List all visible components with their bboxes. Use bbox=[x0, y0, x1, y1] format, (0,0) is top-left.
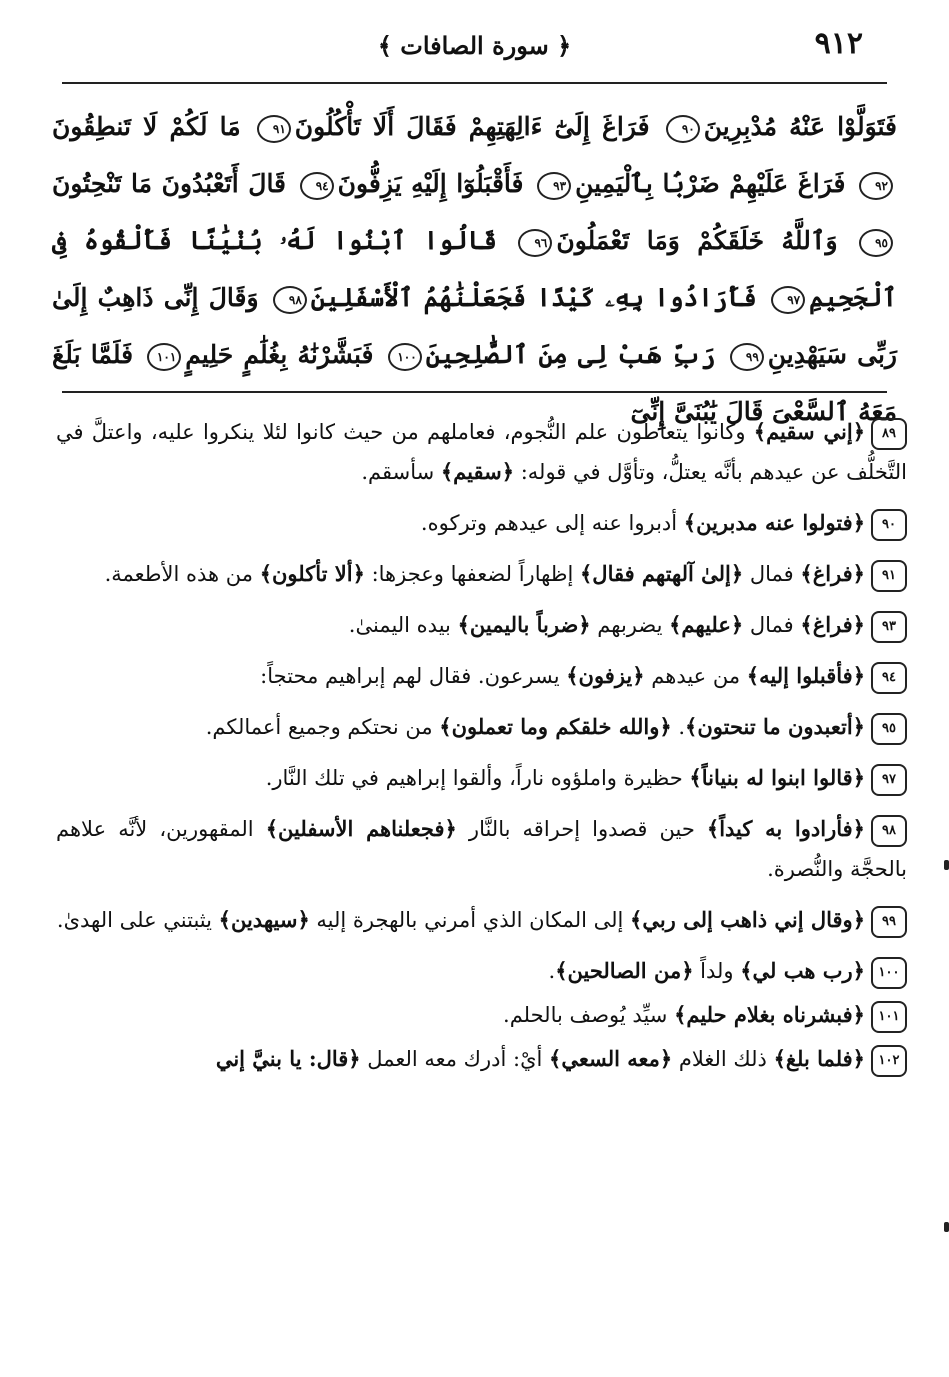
scan-mark bbox=[944, 1222, 949, 1232]
note-text: حين قصدوا إحراقه بالنَّار bbox=[456, 817, 707, 841]
note-text: من هذه الأطعمة. bbox=[104, 562, 260, 586]
ayah-text: وَٱللَّهُ خَلَقَكُمْ وَمَا تَعْمَلُونَ bbox=[556, 226, 838, 255]
quoted-verse: ﴿قال: يا بنيَّ إني bbox=[215, 1046, 361, 1071]
ayah-number-marker: ١٠٠ bbox=[388, 343, 422, 371]
verse-number-badge: ٩٥ bbox=[871, 713, 907, 745]
quoted-verse: ﴿رب هب لي﴾ bbox=[740, 958, 865, 983]
tafsir-note bbox=[56, 900, 907, 940]
ayah-text: فَرَاغَ إِلَىٰٓ ءَالِهَتِهِمْ فَقَالَ أَلَا تَأْكُلُونَ bbox=[294, 112, 650, 141]
verse-number-badge: ١٠١ bbox=[871, 1001, 907, 1033]
ayah-text: رَبِّ هَبْ لِى مِنَ ٱلصَّٰلِحِينَ bbox=[425, 340, 716, 369]
verse-number-badge: ١٠٠ bbox=[871, 957, 907, 989]
quoted-verse: ﴿فتولوا عنه مدبرين﴾ bbox=[683, 510, 865, 535]
verse-number-badge: ٩٨ bbox=[871, 815, 907, 847]
ayah-text: مَا لَكُمْ لَا تَنطِقُونَ bbox=[52, 112, 241, 141]
tafsir-note bbox=[56, 412, 907, 492]
quoted-verse: ﴿يزفون﴾ bbox=[566, 663, 645, 688]
note-text: يسرعون. فقال لهم إبراهيم محتجاً: bbox=[260, 664, 567, 688]
note-text: يضربهم bbox=[590, 613, 670, 637]
note-text: فمال bbox=[743, 613, 801, 637]
note-text: حظيرة واملؤوه ناراً، وألقوا إبراهيم في تلك النَّار. bbox=[265, 766, 690, 790]
quoted-verse: ﴿ضرباً باليمين﴾ bbox=[457, 612, 591, 637]
quoted-verse: ﴿عليهم﴾ bbox=[669, 612, 744, 637]
quoted-verse: ﴿سقيم﴾ bbox=[440, 459, 515, 484]
note-text: وكانوا يتعاطون علم النُّجوم، فعاملهم من حيث كانوا لئلا ينكروا عليه، واعتلَّ في التَّخلُّف عن عيدهم بأنَّه يعتلُّ، وتأوَّل في قوله: bbox=[56, 420, 907, 484]
note-text: . bbox=[548, 959, 556, 983]
ayah-number-marker: ٩٢ bbox=[859, 172, 893, 200]
section-divider bbox=[62, 391, 887, 393]
note-text: من نحتكم وجميع أعمالكم. bbox=[205, 715, 440, 739]
note-text: إلى المكان الذي أمرني بالهجرة إليه bbox=[309, 908, 631, 932]
note-text: أدبروا عنه إلى عيدهم وتركوه. bbox=[420, 511, 684, 535]
scan-mark bbox=[944, 860, 949, 870]
note-text: يثبتني على الهدىٰ. bbox=[56, 908, 219, 932]
tafsir-note bbox=[56, 1039, 907, 1079]
quoted-verse: ﴿فلما بلغ﴾ bbox=[773, 1046, 865, 1071]
verse-number-badge: ٨٩ bbox=[871, 418, 907, 450]
ayah-number-marker: ٩٩ bbox=[730, 343, 764, 371]
quoted-verse: ﴿إلىٰ آلهتهم فقال﴾ bbox=[580, 561, 744, 586]
quoted-verse: ﴿سيهدين﴾ bbox=[218, 907, 310, 932]
note-text: ذلك الغلام bbox=[672, 1047, 774, 1071]
note-text: إظهاراً لضعفها وعجزها: bbox=[364, 562, 580, 586]
ayah-text: فَأَقْبَلُوٓا إِلَيْهِ يَزِفُّونَ bbox=[337, 169, 524, 198]
quoted-verse: ﴿فبشرناه بغلام حليم﴾ bbox=[674, 1002, 865, 1027]
ayah-number-marker: ٩٤ bbox=[300, 172, 334, 200]
quoted-verse: ﴿والله خلقكم وما تعملون﴾ bbox=[439, 714, 672, 739]
quoted-verse: ﴿معه السعي﴾ bbox=[549, 1046, 673, 1071]
quoted-verse: ﴿ألا تأكلون﴾ bbox=[259, 561, 365, 586]
note-text: . bbox=[671, 715, 686, 739]
verse-number-badge: ٩٣ bbox=[871, 611, 907, 643]
verse-number-badge: ٩١ bbox=[871, 560, 907, 592]
tafsir-note bbox=[56, 656, 907, 696]
quran-text-block bbox=[52, 98, 897, 426]
tafsir-note bbox=[56, 809, 907, 889]
quoted-verse: ﴿فراغ﴾ bbox=[800, 561, 865, 586]
ayah-number-marker: ٩٧ bbox=[771, 286, 805, 314]
note-text: بيده اليمنىٰ. bbox=[348, 613, 458, 637]
tafsir-note bbox=[56, 503, 907, 543]
ayah-text: وَقَالَ إِنِّى ذَاهِبٌ إِلَىٰ رَبِّى سَيَهْدِينِ bbox=[52, 283, 897, 369]
ayah-text: فَرَاغَ عَلَيْهِمْ ضَرْبَۢا بِٱلْيَمِينِ bbox=[575, 169, 846, 198]
quoted-verse: ﴿إني سقيم﴾ bbox=[753, 419, 865, 444]
verse-number-badge: ١٠٢ bbox=[871, 1045, 907, 1077]
quoted-verse: ﴿فجعلناهم الأسفلين﴾ bbox=[265, 816, 457, 841]
quoted-verse: ﴿فأقبلوا إليه﴾ bbox=[746, 663, 865, 688]
quoted-verse: ﴿فراغ﴾ bbox=[800, 612, 865, 637]
ayah-number-marker: ١٠١ bbox=[147, 343, 181, 371]
note-text: المقهورين، لأنَّه علاهم بالحجَّة والنُّصرة. bbox=[56, 817, 907, 881]
verse-number-badge: ٩٤ bbox=[871, 662, 907, 694]
tafsir-note bbox=[56, 758, 907, 798]
quoted-verse: ﴿فأرادوا به كيداً﴾ bbox=[706, 816, 865, 841]
ayah-text: قَالَ أَتَعْبُدُونَ مَا تَنْحِتُونَ bbox=[52, 169, 287, 198]
note-text: أيْ: أدرك معه العمل bbox=[360, 1047, 550, 1071]
ayah-number-marker: ٩٠ bbox=[666, 115, 700, 143]
note-text: من عيدهم bbox=[644, 664, 747, 688]
page-header bbox=[60, 22, 889, 68]
verse-number-badge: ٩٠ bbox=[871, 509, 907, 541]
ayah-text: فَبَشَّرْنَٰهُ بِغُلَٰمٍ حَلِيمٍ bbox=[185, 340, 374, 369]
page-number: ٩١٢ bbox=[814, 26, 863, 61]
ayah-number-marker: ٩١ bbox=[257, 115, 291, 143]
ayah-number-marker: ٩٨ bbox=[273, 286, 307, 314]
quoted-verse: ﴿من الصالحين﴾ bbox=[555, 958, 694, 983]
note-text: ولداً bbox=[693, 959, 741, 983]
tafsir-note bbox=[56, 951, 907, 991]
tafsir-note bbox=[56, 707, 907, 747]
ayah-number-marker: ٩٣ bbox=[537, 172, 571, 200]
header-divider bbox=[62, 82, 887, 84]
ayah-text: فَأَرَادُوا بِهِۦ كَيْدًا فَجَعَلْنَٰهُمُ ٱلْأَسْفَلِينَ bbox=[310, 283, 757, 312]
ayah-text: فَلَمَّا بَلَغَ مَعَهُ ٱلسَّعْىَ قَالَ يَٰبُنَىَّ إِنِّىٓ bbox=[52, 340, 897, 426]
quoted-verse: ﴿أتعبدون ما تنحتون﴾ bbox=[685, 714, 865, 739]
note-text: سيِّد يُوصف بالحلم. bbox=[503, 1003, 675, 1027]
tafsir-note bbox=[56, 554, 907, 594]
tafsir-note bbox=[56, 605, 907, 645]
ayah-text: فَتَوَلَّوْا عَنْهُ مُدْبِرِينَ bbox=[703, 112, 897, 141]
note-text: سأسقم. bbox=[361, 460, 441, 484]
verse-number-badge: ٩٩ bbox=[871, 906, 907, 938]
tafsir-note bbox=[56, 995, 907, 1035]
verse-number-badge: ٩٧ bbox=[871, 764, 907, 796]
ayah-text: قَالُوا ٱبْنُوا لَهُۥ بُنْيَٰنًا فَأَلْقُوهُ فِى ٱلْجَحِيمِ bbox=[52, 226, 897, 312]
note-text: فمال bbox=[743, 562, 801, 586]
quoted-verse: ﴿قالوا ابنوا له بنياناً﴾ bbox=[689, 765, 865, 790]
ayah-number-marker: ٩٥ bbox=[859, 229, 893, 257]
tafsir-notes bbox=[56, 412, 907, 1083]
surah-title: ﴿ سورة الصافات ﴾ bbox=[377, 31, 572, 60]
quoted-verse: ﴿وقال إني ذاهب إلى ربي﴾ bbox=[630, 907, 865, 932]
ayah-number-marker: ٩٦ bbox=[518, 229, 552, 257]
